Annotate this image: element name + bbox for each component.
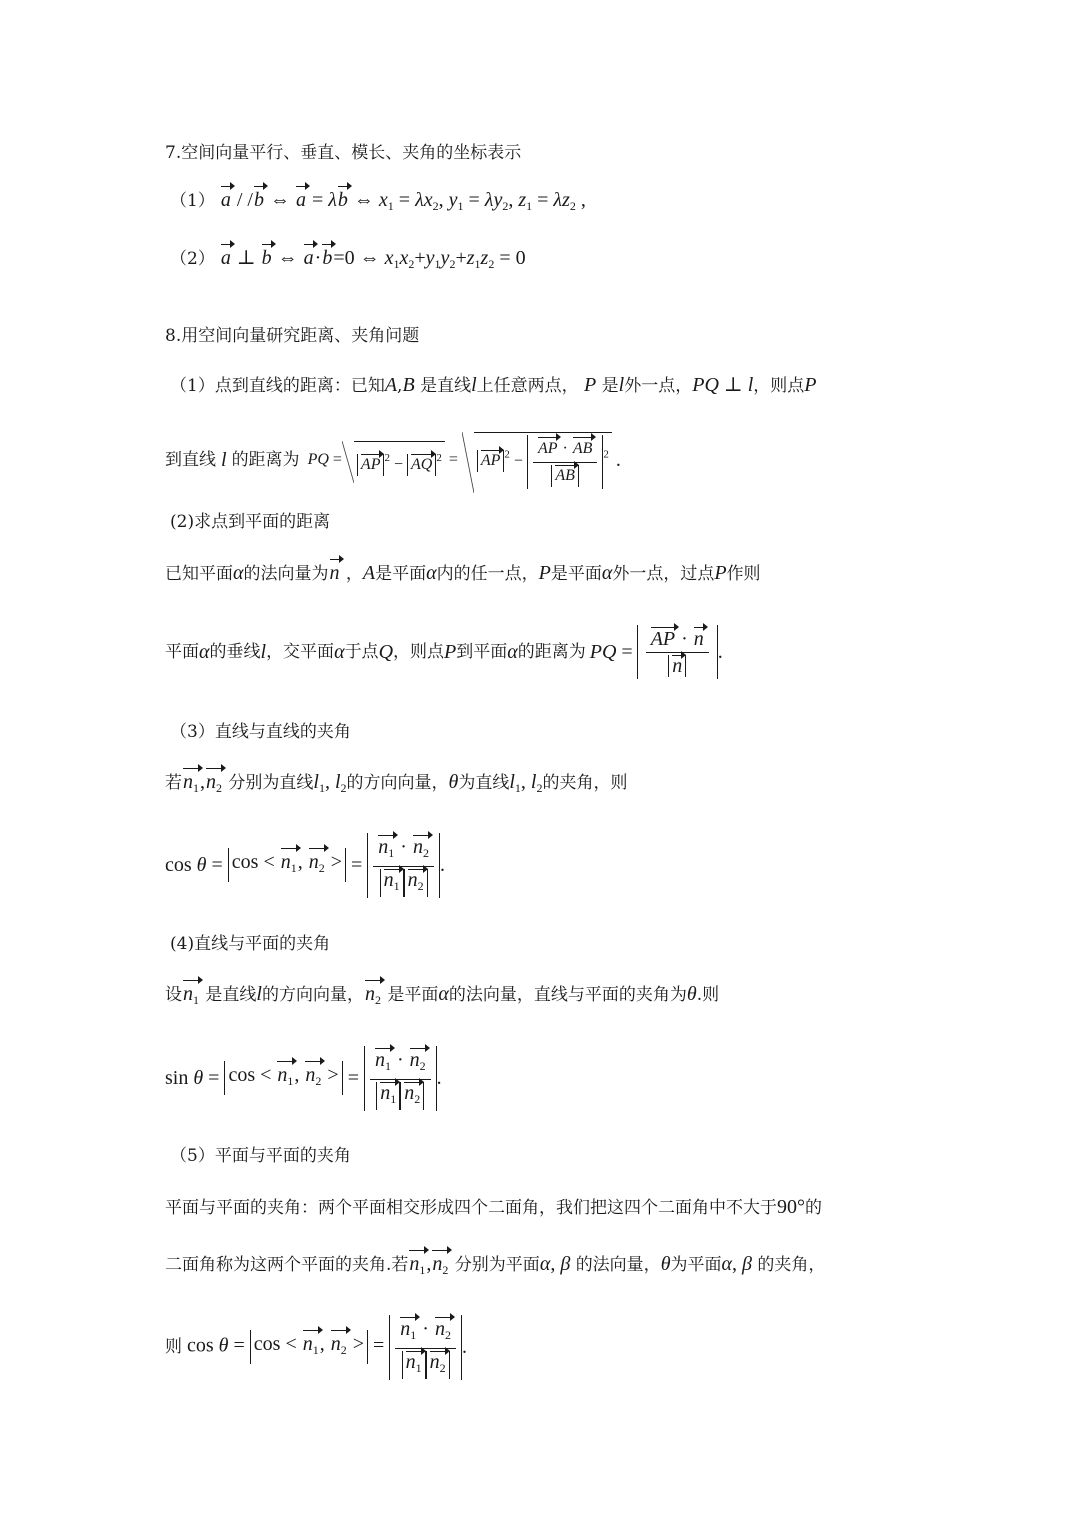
plane-plane-angle-text-2: 二面角称为这两个平面的夹角.若$n_1,n_2$ 分别为平面α, β 的法向量，θ为平面α, β 的夹角， (165, 1250, 825, 1284)
line-line-angle-formula: cos θ = $\cos < n_1$, $n_2$ > = $\frac{n_1 \cdot n_2}{n_1 n_2}$ . (165, 823, 445, 907)
formula-parallel: （1） a / /b ⇔ a = λb ⇔ $x_1 = \lambda x_2$, $y_1 = \lambda y_2$, $z_1 = \lambda z_2$ , (170, 186, 586, 220)
formula-perpendicular: （2） a ⊥ b ⇔ a·b=0 ⇔ $x_1x_2+y_1y_2+z_1z_2 = 0$ (170, 244, 526, 278)
plane-plane-angle-title: （5）平面与平面的夹角 (170, 1146, 351, 1166)
plane-plane-angle-formula: 则 $\cos \theta = \cos < n_1$, $n_2$ > = $\frac{n_1 \cdot n_2}{n_1 n_2}$ . (165, 1305, 467, 1389)
section-8-title: 8.用空间向量研究距离、夹角问题 (165, 326, 420, 346)
line-plane-angle-formula: sin θ = $\cos < n_1$, $n_2$ > = $\frac{n_1 \cdot n_2}{n_1 n_2}$ . (165, 1036, 442, 1120)
line-plane-angle-title: (4)直线与平面的夹角 (170, 934, 331, 954)
point-line-distance-text: （1）点到直线的距离：已知A,B 是直线l上任意两点， P 是l外一点，PQ ⊥ l，则点P (170, 374, 817, 396)
point-line-distance-formula: 到直线 l 的距离为 PQ = AP $^2$ − AQ $^2$ = AP $^2$ − $\frac{AP \cdot AB}{AB}$ $^2$ . (165, 420, 621, 500)
line-line-angle-title: （3）直线与直线的夹角 (170, 722, 351, 742)
point-plane-formula: 平面 α 的垂线 l ，交平面 α 于点 Q ，则点 P 到平面 α 的距离为 PQ = $\frac{AP \cdot n}{n}$ . (165, 612, 723, 692)
plane-plane-angle-text-1: 平面与平面的夹角：两个平面相交形成四个二面角，我们把这四个二面角中不大于90°的 (165, 1196, 822, 1218)
line-plane-angle-text: 设$n_1$ 是直线l的方向向量，$n_2$ 是平面α的法向量，直线与平面的夹角为θ.则 (165, 980, 719, 1014)
point-plane-title: (2)求点到平面的距离 (170, 512, 331, 532)
line-line-angle-text: 若$n_1,n_2$ 分别为直线$l_1$, $l_2$的方向向量，θ为直线$l_1$, $l_2$的夹角，则 (165, 768, 627, 802)
point-plane-text-1: 已知平面α的法向量为n ，A是平面α内的任一点，P是平面α外一点，过点P作则 (165, 559, 761, 588)
section-7-title: 7.空间向量平行、垂直、模长、夹角的坐标表示 (165, 143, 522, 163)
